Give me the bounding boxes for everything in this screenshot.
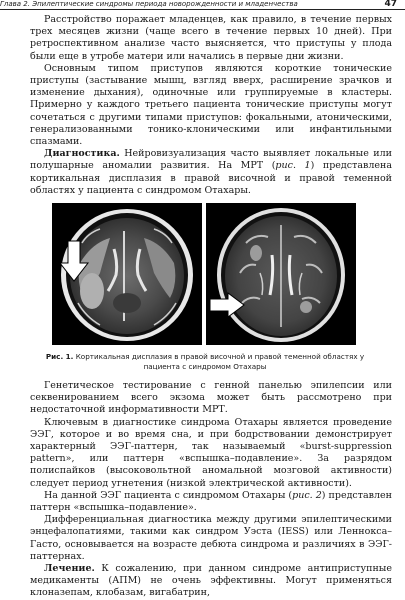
paragraph: Генетическое тестирование с генной панелью эпилепсии или секвенированием всего экзома может быть рассмотрено при недостаточной информативности МРТ. <box>30 380 392 416</box>
paragraph-diagnostics: Диагностика. Нейровизуализация часто выявляет локальные или полушарные аномалии развития. На МРТ (рис. 1) представлена кортикальная дисплазия в правой височной и правой теменной областях у пациента с синдромом Отахары. <box>30 148 392 196</box>
paragraph: Ключевым в диагностике синдрома Отахары является проведение ЭЭГ, которое и во время сна, и при бодрствовании демонстрирует характерный ЭЭГ-паттерн, так называемый «burst-suppression pattern», или паттерн «вспышка–подавление». За разрядом полиспайков (высоковольтной аномальной мозговой активности) следует период угнетения (низкой электрической активности). <box>30 416 392 489</box>
paragraph: Расстройство поражает младенцев, как правило, в течение первых трех месяцев жизни (чаще всего в течение первых 10 дней). При ретроспективном анализе часто выясняется, что приступы у плода были еще в утробе матери или начались в первые дни жизни. <box>30 14 392 62</box>
body-text-bottom <box>30 380 392 600</box>
mri-image-parietal <box>206 203 356 345</box>
paragraph: Дифференциальная диагностика между другими эпилептическими энцефалопатиями, такими как синдром Уэста (IESS) или Леннокса–Гасто, основывается на возрасте дебюта синдрома и различиях в ЭЭГ-паттернах. <box>30 514 392 562</box>
body-text-top <box>30 14 392 197</box>
chapter-title: Глава 2. Эпилептические синдромы периода новорожденности и младенчества <box>0 0 298 8</box>
mri-image-temporal <box>52 203 202 345</box>
figure-reference: рис. 1 <box>275 160 311 172</box>
page-number: 47 <box>384 0 397 9</box>
paragraph: На данной ЭЭГ пациента с синдромом Отахары (рис. 2) представлен паттерн «вспышка–подавление». <box>30 489 393 514</box>
paragraph-treatment: Лечение. К сожалению, при данном синдроме антиприступные медикаменты (АПМ) не очень эффективны. Могут применяться клоназепам, клобазам, вигабатрин, <box>30 563 392 599</box>
mri-figure <box>52 203 356 345</box>
caption-label: Рис. 1. <box>45 352 74 361</box>
section-lead: Диагностика. <box>44 148 120 160</box>
section-lead: Лечение. <box>44 563 95 575</box>
figure-reference: рис. 2 <box>292 489 322 501</box>
running-header <box>0 0 405 10</box>
paragraph: Основным типом приступов являются короткие тонические приступы (застывание мышц, взгляд вверх, расширение зрачков и изменение дыхания), одиночные или группируемые в кластеры. Примерно у каждого третьего пациента тонические приступы могут сочетаться с другими типами приступов: фокальными, атоническими, генерализованными тонико-клоническими или инфантильными спазмами. <box>30 62 392 148</box>
caption-text: Кортикальная дисплазия в правой височной и правой теменной областях у пациента с синдромом Отахары <box>73 352 365 371</box>
figure-caption <box>40 352 370 371</box>
